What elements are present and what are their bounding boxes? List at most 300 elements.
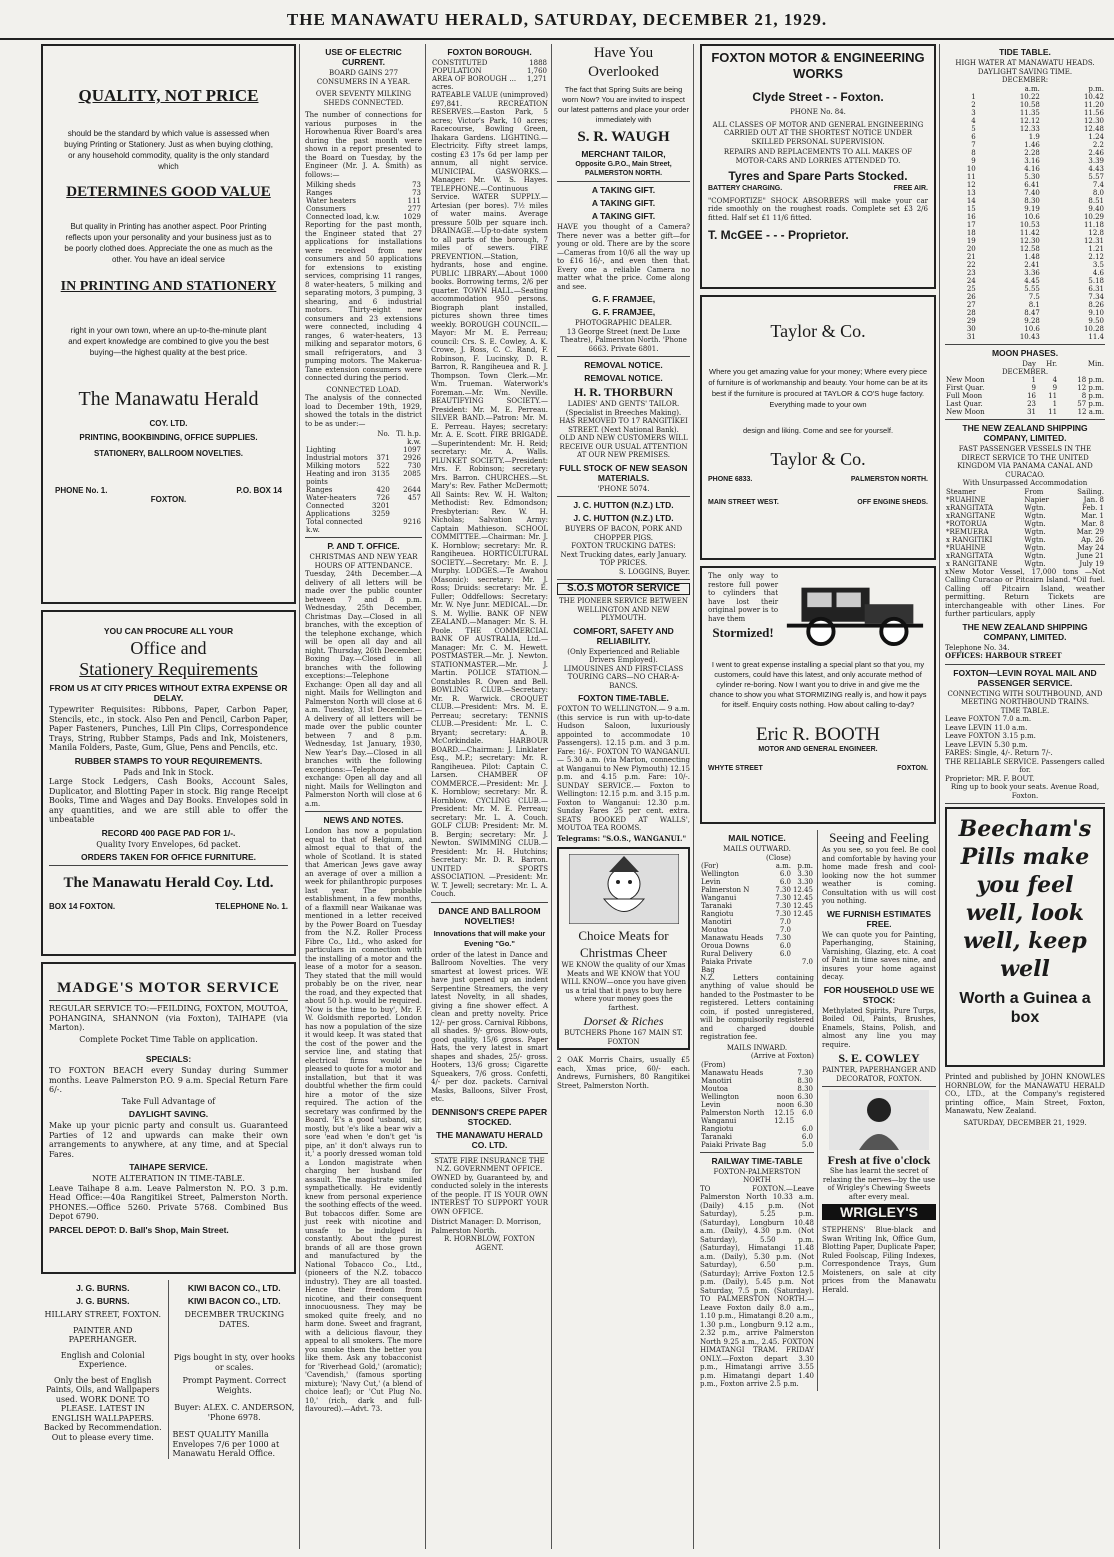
office-record: RECORD 400 PAGE PAD FOR 1/-. <box>101 827 236 838</box>
tide-day: 14 <box>966 196 976 205</box>
ship-head-c: Sailing. <box>1077 487 1104 496</box>
quality-text-2: But quality in Printing has another aspect. Poor Printing reflects upon your personality and your business just as to be poorly clothed does. Appreciate the one as much as the other. You have an ideal service <box>64 222 273 264</box>
mail-am: noon <box>776 1092 795 1101</box>
tide-month: DECEMBER: <box>1001 76 1049 84</box>
tide-am: 12.58 <box>1019 244 1040 253</box>
mail-pm: 12.45 <box>792 885 813 894</box>
mail-place: Wellington <box>701 1092 740 1101</box>
tide-am: 8.47 <box>1024 308 1040 317</box>
tide-am: 5.30 <box>1024 172 1040 181</box>
load-count <box>371 446 391 454</box>
oak-text: 2 OAK Morris Chairs, usually £5 each, Xmas price, 60/- each. Andrews, Furnishers, 80 Rangitikei Street, Palmerston North. <box>557 1056 690 1090</box>
office-ad <box>41 610 296 956</box>
mail-am: 12.15 <box>774 1116 795 1125</box>
herald-town: FOXTON. <box>150 495 187 504</box>
tide-day: 25 <box>966 284 976 293</box>
mails-out-table <box>700 854 814 974</box>
mails-pm: p.m. <box>797 861 813 870</box>
col5-lower <box>700 830 936 1391</box>
tide-day: 18 <box>966 228 976 237</box>
tide-day: 30 <box>966 324 976 333</box>
mail-in-row <box>700 1085 814 1093</box>
load-row <box>305 502 422 510</box>
column-6 <box>942 44 1108 1549</box>
mail-place: Paiaka Private Bag <box>701 957 752 974</box>
mail-out-row <box>700 926 814 934</box>
quality-title-3: IN PRINTING AND STATIONERY <box>60 279 277 294</box>
connections-table <box>305 181 422 221</box>
ship-table <box>945 488 1105 568</box>
tide-pm: 5.18 <box>1088 276 1104 285</box>
connection-label: Ranges <box>306 189 333 197</box>
hutton-loggins: S. LOGGINS, Buyer. <box>618 567 690 576</box>
tide-row <box>945 301 1105 309</box>
office-phone: TELEPHONE No. 1. <box>215 902 288 911</box>
ship-row <box>945 496 1105 504</box>
rail-title: RAILWAY TIME-TABLE <box>711 1155 803 1166</box>
tide-pm: 8.51 <box>1088 196 1104 205</box>
levin-row: Leave FOXTON 3.15 p.m. <box>945 732 1036 740</box>
tide-row <box>945 117 1105 125</box>
moon-min: Min. <box>1087 359 1104 368</box>
camera-text: HAVE you thought of a Camera? There never was a better gift—for young or old. There are by the score—Cameras from 10/6 all the way up to £16 16/-, and even then that. Every one a reliable Camera no matter what the price. Come along and see. <box>557 223 690 291</box>
ship-row <box>945 528 1105 536</box>
tide-daylight: DAYLIGHT SAVING TIME. <box>977 67 1073 76</box>
have-text: The fact that Spring Suits are being worn Now? You are invited to inspect our latest patterns and place your order immediately with <box>558 85 689 124</box>
office-orders: ORDERS TAKEN FOR OFFICE FURNITURE. <box>80 852 257 862</box>
ship-head-a: Steamer <box>946 487 977 496</box>
load-label: Applications <box>306 510 350 518</box>
tide-pm: 7.4 <box>1092 180 1104 189</box>
tide-row <box>945 309 1105 317</box>
ship-sailing: Mar. 1 <box>1081 511 1104 520</box>
tide-am: 4.45 <box>1024 276 1040 285</box>
booth-row <box>708 765 928 774</box>
levin-reliable: THE RELIABLE SERVICE. Passengers called for. <box>945 757 1105 774</box>
beecham-text: Beecham's Pills make you feel well, look well, keep well <box>958 816 1092 982</box>
elec-title: USE OF ELECTRIC CURRENT. <box>325 47 402 67</box>
tide-am: 12.33 <box>1019 124 1040 133</box>
connection-value: 73 <box>412 189 421 197</box>
herald-phone: PHONE No. 1. <box>55 486 108 495</box>
mail-pm: 6.30 <box>797 1092 813 1101</box>
taylor-phone: PHONE 6833. <box>708 476 753 483</box>
ship-name: *REMUERA <box>946 527 989 536</box>
mail-place: Manotiri <box>701 1076 732 1085</box>
tide-am: 7.40 <box>1024 188 1040 197</box>
office-envelopes: Quality Ivory Envelopes, 6d packet. <box>96 839 241 849</box>
load-row <box>305 494 422 502</box>
foxton-motor-tyres: Tyres and Spare Parts Stocked. <box>728 169 908 183</box>
masthead <box>0 0 1114 40</box>
tide-am: 7.5 <box>1028 292 1040 301</box>
tide-pm: 7.34 <box>1088 292 1104 301</box>
moon-day: 16 <box>1027 392 1036 400</box>
ship-sailing: Jan. 8 <box>1083 495 1104 504</box>
booth-went: I went to great expense installing a special plant so that you, my customers, could have this latest, and only accurate method of cylinder re-boring. Now I want you to drive in and give me the chance to show you what STORMIZING really is, and how it pays for itself. Enquiry costs nothing. How about calling to-day? <box>709 660 927 709</box>
burns-exp: English and Colonial Experience. <box>60 1350 145 1369</box>
gift-list <box>557 185 690 221</box>
ship-from: Wgtn. <box>1024 511 1046 520</box>
foxton-motor-comfortize: "COMFORTIZE" SHOCK ABSORBERS will make your car ride smoothly on the roughest roads. Complete set £3 2/6 fitted. Half set £1 11/6 fitted. <box>708 196 928 222</box>
tide-day: 1 <box>971 92 976 101</box>
borough-stat-value: 1888 <box>529 59 547 67</box>
herald-brand: The Manawatu Herald <box>78 388 259 410</box>
office-title-3: Stationery Requirements <box>79 659 258 679</box>
thorburn-old: OLD AND NEW CUSTOMERS WILL RECEIVE OUR USUAL ATTENTION AT OUR NEW PREMISES. <box>559 434 688 459</box>
nzs-tel: Telephone No. 34. <box>945 643 1010 652</box>
mail-am <box>772 1069 796 1077</box>
tide-day: 8 <box>971 148 976 157</box>
connection-value: 111 <box>407 197 421 205</box>
tide-row <box>945 205 1105 213</box>
tide-am: 9.28 <box>1024 316 1040 325</box>
borough-stats <box>431 59 548 91</box>
have-title: Have You Overlooked <box>588 45 659 80</box>
tide-row <box>945 333 1105 341</box>
moon-day: 31 <box>1027 408 1036 416</box>
mail-pm <box>792 918 814 926</box>
tide-pm: 3.5 <box>1092 260 1104 269</box>
tide-row <box>945 165 1105 173</box>
mail-am: 7.30 <box>775 909 791 918</box>
ship-name: *ROTORUA <box>946 519 987 528</box>
ship-from: Wgtn. <box>1024 535 1046 544</box>
mails-am: a.m. <box>775 861 791 870</box>
tide-pm: 12.48 <box>1083 124 1104 133</box>
dance-title: DANCE AND BALLROOM NOVELTIES! <box>438 905 541 926</box>
tide-day: 26 <box>966 292 976 301</box>
foxton-motor-mcgee: T. McGEE - - - Proprietor. <box>708 228 849 242</box>
load-count <box>371 518 391 534</box>
sos-telegrams: Telegrams: "S.O.S., WANGANUI." <box>557 833 687 843</box>
tide-row <box>945 245 1105 253</box>
tide-am: 11.35 <box>1019 108 1040 117</box>
mails-out: MAILS OUTWARD. <box>723 845 791 853</box>
load-table <box>305 430 422 534</box>
moon-min: 57 p.m. <box>1077 400 1104 408</box>
po-sub: CHRISTMAS AND NEW YEAR HOURS OF ATTENDANCE. <box>309 553 418 570</box>
hutton-2: J. C. HUTTON (N.Z.) LTD. <box>573 513 674 523</box>
tide-row <box>945 293 1105 301</box>
ship-name: x RANGITIKI <box>946 535 993 544</box>
elec-sub-2: OVER SEVENTY MILKING SHEDS CONNECTED. <box>315 90 412 107</box>
mail-out-row <box>700 950 814 958</box>
booth-left <box>708 572 778 652</box>
news-title: NEWS AND NOTES. <box>323 815 404 825</box>
wrigley-logo: WRIGLEY'S <box>822 1204 936 1220</box>
tide-row <box>945 157 1105 165</box>
office-title-2: Office and <box>130 638 207 658</box>
office-text-2: Large Stock Ledgers, Cash Books, Account Sales, Duplicator, and Blotting Paper in stock. Big range Receipt Books, Time and Wages and Day Books. Envelopes sold in any quantities, and we are still able to offer the unbeatable <box>49 777 288 824</box>
foxton-motor-clyde: Clyde Street - - Foxton. <box>752 90 884 104</box>
tide-am: 6.41 <box>1024 180 1040 189</box>
tide-row <box>945 213 1105 221</box>
tide-pm: 2.46 <box>1088 148 1104 157</box>
moon-min: 18 p.m. <box>1077 376 1104 384</box>
mail-am: 7.30 <box>775 885 791 894</box>
tide-am: 10.6 <box>1024 212 1040 221</box>
mail-in-row <box>700 1141 814 1149</box>
mail-pm: 6.30 <box>797 1100 813 1109</box>
madge-taihape: TAIHAPE SERVICE. <box>129 1162 208 1172</box>
mail-in-row <box>700 1133 814 1141</box>
ship-from: Napier <box>1024 495 1049 504</box>
load-kw <box>391 502 422 510</box>
moon-table <box>945 360 1105 417</box>
madge-text-1: REGULAR SERVICE TO:—FEILDING, FOXTON, MOUTOA, POHANGINA, SHANNON (via Foxton), TAIHAPE (via Marton). <box>49 1004 288 1032</box>
mail-pm <box>792 942 814 950</box>
tide-row <box>945 125 1105 133</box>
tide-pm: 3.39 <box>1088 156 1104 165</box>
foxton-motor-battery-row <box>708 185 928 194</box>
mail-place: Palmerston N <box>701 885 750 894</box>
load-label: Water-heaters <box>306 494 357 502</box>
mail-out-row <box>700 902 814 910</box>
herald-services: PRINTING, BOOKBINDING, OFFICE SUPPLIES. STATIONERY, BALLROOM NOVELTIES. <box>79 433 258 458</box>
tide-pm: 1.24 <box>1088 132 1104 141</box>
office-stamps: RUBBER STAMPS TO YOUR REQUIREMENTS. <box>74 755 263 766</box>
load-row <box>305 518 422 534</box>
burns-name-1: J. G. BURNS. <box>76 1283 130 1293</box>
moon-phase: New Moon <box>946 376 985 384</box>
ship-name: xRANGITANE <box>946 511 996 520</box>
tide-day: 4 <box>971 116 976 125</box>
mail-out-row <box>700 870 814 878</box>
mail-out-row <box>700 878 814 886</box>
woman-illustration <box>829 1090 929 1150</box>
tide-am: 10.53 <box>1019 220 1040 229</box>
quality-text-3: right in your own town, where an up-to-the-minute plant and expert knowledge are combined to give you the best buying—the highest quality at the best price. <box>68 326 269 357</box>
gift-line: A TAKING GIFT. <box>591 198 656 208</box>
quality-title-2: DETERMINES GOOD VALUE <box>66 184 271 200</box>
cowley-stock: Methylated Spirits, Pure Turps, Boiled Oil, Paints, Brushes, Enamels, Stains, Polish, and almost any line you may require. <box>822 1006 936 1049</box>
kiwi-text-1: Pigs bought in sty, over hooks or scales. <box>173 1353 295 1372</box>
connection-label: Connected load, k.w. <box>306 213 380 221</box>
column-1 <box>38 44 300 1549</box>
load-label: Industrial motors <box>306 454 368 462</box>
mail-section <box>700 830 818 1391</box>
choice-know: WE KNOW the quality of our Xmas Meats and WE KNOW that YOU WILL KNOW—once you have given us a trial that it pays to buy here where your money goes the farthest. <box>561 961 687 1012</box>
beecham-guinea: Worth a Guinea a box <box>959 990 1091 1026</box>
thorburn-phone: 'PHONE 5074. <box>597 484 650 493</box>
booth-only: The only way to restore full power to cylinders that have lost their original power is to have them <box>708 572 779 623</box>
tide-day: 11 <box>966 172 976 181</box>
tide-day: 10 <box>966 164 976 173</box>
madge-text-5: Leave Taihape 8 a.m. Leave Palmerston N. P.O. 3 p.m. Head Office:—40a Rangitikei Street, Palmerston North. PHONES.—Office 5260. Private 5768. Combined Bus Depot 6790. <box>49 1183 288 1221</box>
levin-title: FOXTON—LEVIN ROYAL MAIL AND PASSENGER SERVICE. <box>953 667 1097 688</box>
moon-min: 12 p.m. <box>1077 384 1104 392</box>
load-row <box>305 486 422 494</box>
load-head-a: No. <box>377 430 390 438</box>
levin-tt: TIME TABLE. <box>1000 706 1050 715</box>
sos-drivers: (Only Experienced and Reliable Drivers Employed). <box>567 647 680 664</box>
mail-am <box>772 1133 796 1141</box>
ship-sailing: June 21 <box>1076 551 1104 560</box>
column-5 <box>697 44 940 1549</box>
herald-box: P.O. BOX 14 <box>236 486 282 495</box>
thorburn-ladies: LADIES' AND GENTS' TAILOR. (Specialist in Breeches Making). <box>565 400 682 417</box>
ship-row <box>945 520 1105 528</box>
mail-pm: 6.0 <box>801 1132 813 1141</box>
tide-pm: 1.21 <box>1088 244 1104 253</box>
seeing-text: As you see, so you feel. Be cool and comfortable by having your home made fresh and cool-looking now the hot summer weather is coming. Consultation with us will cost you nothing. <box>822 846 936 905</box>
madge-daylight: DAYLIGHT SAVING. <box>128 1109 209 1119</box>
nzs-acc: With Unsurpassed Accommodation <box>962 479 1088 487</box>
removal-1: REMOVAL NOTICE. <box>584 360 663 370</box>
mails-arrive: (Arrive at Foxton) <box>750 1052 814 1060</box>
office-text-1: Typewriter Requisites: Ribbons, Paper, Carbon Paper, Stencils, etc., in stock. Also Pen and Pencil, Carbon Paper, Paper Fasteners, Punches, Lill Pin Clips, Correspondence Trays, String, Rubber Stamps, Pads and Ink, Moisteners, Manila Folders, Paste, Gum, Glue, Pens and Pencils, etc. <box>49 705 288 752</box>
waugh-address: Opposite G.P.O., Main Street, PALMERSTON NORTH. <box>575 161 672 177</box>
tide-pm: 12.8 <box>1088 228 1104 237</box>
masthead-title: THE MANAWATU HERALD, SATURDAY, DECEMBER 21, 1929. <box>286 10 828 29</box>
hutton-trucking: FOXTON TRUCKING DATES: <box>571 542 676 550</box>
tide-am: 4.16 <box>1024 164 1040 173</box>
tide-day: 9 <box>971 156 976 165</box>
ship-sailing: Mar. 29 <box>1076 527 1104 536</box>
mail-in-row <box>700 1093 814 1101</box>
mail-am <box>772 1077 796 1085</box>
load-kw: 457 <box>407 494 421 502</box>
tide-day: 21 <box>966 252 976 261</box>
tide-day: 23 <box>966 268 976 277</box>
news-text: London has now a population equal to that of Belgium, and almost equal to that of the whole of Scotland. It is stated that American Jews gave away an average of over a million a week for philanthropic purposes last year. The probable establishment, in a few months, of a flaxmill near Waikanae was mentioned in a letter received by the Power Board on Tuesday from the N.Z. Roller Process Fibre Co., Ltd., who asked for particulars in connection with the installing of a motor and the lease of a motor for a season. They stated that the mill would probably be on the river, near the road, and they expected that about 50 h.p. would be required. 'Now is the time to buy', Mr. F. W. Goldsmith reported. London has now a population of the size it would keep. It was stated that the cost of the power and the service line, and stating that electrical firms would be pleased to quote for a motor and installation, but that it was doubtful whether the firm could hire a motor of the size required. The action of the secretary was confirmed by the Board. 'E's a good 'usband, sir, mostly, but 'e's like a bear wiv a sore 'ead when 'e don't get 'is pipe, an' it don't always run to it,' a poorly dressed woman told a London magistrate when charging her husband for assault. The magistrate smiled sympathetically. He evidently knew from personal experience the soothing effects of the weed. But tobaccos differ. Some are just reek with nicotine and unsafe to be indulged in constantly. About the purest brands of all are those grown and manufactured by the National Tobacco Co., Ltd., (pioneers of the N.Z. tobacco industry). They are all toasted. Hence their freedom from nicotine, and their consequent innocuousness. They may be smoked quite freely, and no harm done. Sweet and fragrant, with a delicious flavour, they appeal to all smokers. The more you smoke them the better you like them. Ask any tobacconist for 'Riverhead Gold,' (aromatic); 'Cavendish,' (famous sporting mixture); 'Navy Cut,' (a blend of choice leaf); or 'Cut Plug No. 10,' (rich, dark and full-flavoured).—Advt. 73. <box>305 827 422 1413</box>
state-title: STATE FIRE INSURANCE THE N.Z. GOVERNMENT OFFICE. <box>434 1156 545 1173</box>
burns-street: HILLARY STREET, FOXTON. <box>44 1310 161 1319</box>
tide-pm: 11.56 <box>1083 108 1104 117</box>
office-contact <box>49 902 288 911</box>
mail-am <box>772 1085 796 1093</box>
madge-alter: NOTE ALTERATION IN TIME-TABLE. <box>92 1174 245 1183</box>
moon-day: 9 <box>1031 384 1036 392</box>
framjee-2: G. F. FRAMJEE, <box>591 307 656 317</box>
mail-in-row <box>700 1069 814 1077</box>
mail-place: Wanganui <box>701 1116 737 1125</box>
stephens-text: STEPHENS' Blue-black and Swan Writing Ink, Office Gum, Blotting Paper, Duplicate Paper, Ruled Foolscap, Filing Indexes, Correspondence Trays, Gum Moisteners, on sale at city prices from the Manawatu Herald. <box>822 1226 936 1294</box>
tide-day: 5 <box>971 124 976 133</box>
load-row <box>305 510 422 518</box>
tide-pm: 12.31 <box>1083 236 1104 245</box>
mail-place: Palmerston North <box>701 1108 765 1117</box>
moon-hr: 4 <box>1052 376 1058 384</box>
borough-stat-label: CONSTITUTED <box>432 59 488 67</box>
moon-row <box>945 400 1105 408</box>
taylor-opp: OFF ENGINE SHEDS. <box>857 498 928 506</box>
moon-hr: 11 <box>1048 408 1058 416</box>
burns-trade: PAINTER AND PAPERHANGER. <box>68 1325 137 1344</box>
taylor-ad <box>700 295 936 560</box>
connection-row <box>305 197 422 205</box>
mail-am: 7.0 <box>779 917 791 926</box>
tide-day: 19 <box>966 236 976 245</box>
column-2 <box>302 44 426 1549</box>
load-kw: 2926 <box>403 454 421 462</box>
tide-row <box>945 285 1105 293</box>
framjee-1: G. F. FRAMJEE, <box>591 294 656 304</box>
state-manager: District Manager: D. Morrison, Palmerston North. <box>431 1218 542 1235</box>
mail-place: Levin <box>701 877 721 886</box>
mail-pm: 7.0 <box>801 957 813 966</box>
load-row <box>305 454 422 462</box>
cowley-household: FOR HOUSEHOLD USE WE STOCK: <box>823 984 935 1005</box>
po-text: Tuesday, 24th December.—A delivery of all letters will be made over the public counter between 7 and 8 p.m. Wednesday, 25th December, Christmas Day.—Closed in all branches, with the exception of the telephone exchange, which will be open all day and all night. Thursday, 26th December, Boxing Day.—Closed in all branches with the following exceptions:—Telephone Exchange: Open all day and all night. Mails for Wellington and Palmerston North will close at 6 a.m. Tuesday, 31st December.—A delivery of all letters will be made over the public counter between 7 and 8 p.m. Wednesday, 1st January, 1930, New Year's Day.—Closed in all branches with the following exceptions:—Telephone exchange: Open all day and all night. Mails for Wellington and Palmerston North will close at 6 a.m. <box>305 570 422 808</box>
madge-title: MADGE'S MOTOR SERVICE <box>57 980 280 996</box>
borough-stat-label: AREA OF BOROUGH ... acres. <box>432 75 517 91</box>
connection-label: Consumers <box>306 205 346 213</box>
ship-name: xRANGITATA <box>946 503 994 512</box>
dorset-name: Dorset & Riches <box>583 1014 664 1028</box>
tide-day: 31 <box>966 332 976 341</box>
ship-name: *RUAHINE <box>946 543 986 552</box>
load-count: 3201 <box>371 502 390 510</box>
mail-pm: 12.45 <box>792 909 813 918</box>
mail-pm: 6.0 <box>801 1108 813 1117</box>
madge-text-3: TO FOXTON BEACH every Sunday during Summer months. Leave Palmerston P.O. 9 a.m. Special Return Fare 6/-. <box>49 1066 288 1094</box>
levin-prop: Proprietor: MR. F. BOUT. <box>945 774 1035 783</box>
levin-sub: CONNECTING WITH SOUTHBOUND, AND MEETING NORTHBOUND TRAINS. <box>947 689 1103 706</box>
mail-pm: 3.30 <box>797 877 813 886</box>
tide-day: 2 <box>971 100 976 109</box>
tide-day: 6 <box>971 132 976 141</box>
tide-pm: 8.0 <box>1092 188 1104 197</box>
moon-day: 23 <box>1027 400 1036 408</box>
mail-am <box>772 1141 796 1149</box>
elec-text-2: Reporting for the past month, the Engineer stated that 27 applications for installations were received from new consumers and 50 applications for extensions to existing services, comprising 11 ranges, 8 water-heaters, 5 milking and separating motors, 3 pumping, 3 shearing, and 6 industrial motors. Thirty-eight new consumers and 23 extensions were connected, including 4 ranges, 6 water-heaters, 13 milking and separator motors, 6 small refrigerators, and 3 pumping motors. The Makerua-Tane extension consumers were connected during the period. <box>305 221 422 382</box>
choice-ad <box>557 847 690 1050</box>
moon-hr: 1 <box>1052 400 1058 408</box>
tide-pm: 4.43 <box>1088 164 1104 173</box>
fresh-text: She has learnt the secret of relaxing the nerves—by the use of Wrigley's Chewing Sweets after every meal. <box>822 1167 936 1201</box>
borough-stat-value: 1,760 <box>526 67 547 75</box>
tide-day: 16 <box>966 212 976 221</box>
mail-nz-letters: N.Z. Letters containing anything of value should be handed to the Postmaster to be registered. Letters containing coin, if posted unregistered, will be compulsorily registered and charged double registration fee. <box>700 973 814 1041</box>
tide-pm: 5.57 <box>1088 172 1104 181</box>
ship-row <box>945 504 1105 512</box>
tide-day: 24 <box>966 276 976 285</box>
borough-stat-row <box>431 59 548 67</box>
mails-from: (From) <box>701 1060 726 1069</box>
tide-row <box>945 277 1105 285</box>
tide-day: 7 <box>971 140 976 149</box>
tide-am: 1.9 <box>1028 132 1040 141</box>
mails-close: (Close) <box>765 853 791 862</box>
borough-title: FOXTON BOROUGH. <box>447 47 532 57</box>
connection-row <box>305 213 422 221</box>
foxton-motor-ad <box>700 44 936 289</box>
office-box: BOX 14 FOXTON. <box>49 902 116 911</box>
borough-stat-value: 1,271 <box>526 75 547 83</box>
sos-title: S.O.S MOTOR SERVICE <box>557 583 690 595</box>
mail-am: 7.30 <box>775 901 791 910</box>
ship-sailing: Feb. 1 <box>1081 503 1104 512</box>
burns-ad <box>41 1280 169 1459</box>
moon-day: Day <box>1022 359 1036 368</box>
photo-address: 13 George Street (next De Luxe Theatre), Palmerston North. 'Phone 6663. Private 6801. <box>560 327 687 353</box>
moon-row <box>945 408 1105 416</box>
gift-line: A TAKING GIFT. <box>591 185 656 195</box>
tide-am: 11.42 <box>1019 228 1040 237</box>
moon-hr: 9 <box>1052 384 1058 392</box>
foxton-motor-air: FREE AIR. <box>893 185 928 192</box>
taylor-main: MAIN STREET WEST. <box>708 498 779 506</box>
mail-am <box>772 1125 796 1133</box>
load-label: Connected <box>306 502 345 510</box>
nzs-off: OFFICES: HARBOUR STREET <box>945 651 1062 660</box>
ship-from: Wgtn. <box>1024 527 1046 536</box>
tide-row <box>945 269 1105 277</box>
ship-row <box>945 544 1105 552</box>
elec-text: The number of connections for various purposes in the Horowhenua River Board's area during the past month were shown in a report presented to the Board on Tuesday, by the Engineer (Mr. J. A. Smith) as follows:— <box>305 111 422 179</box>
